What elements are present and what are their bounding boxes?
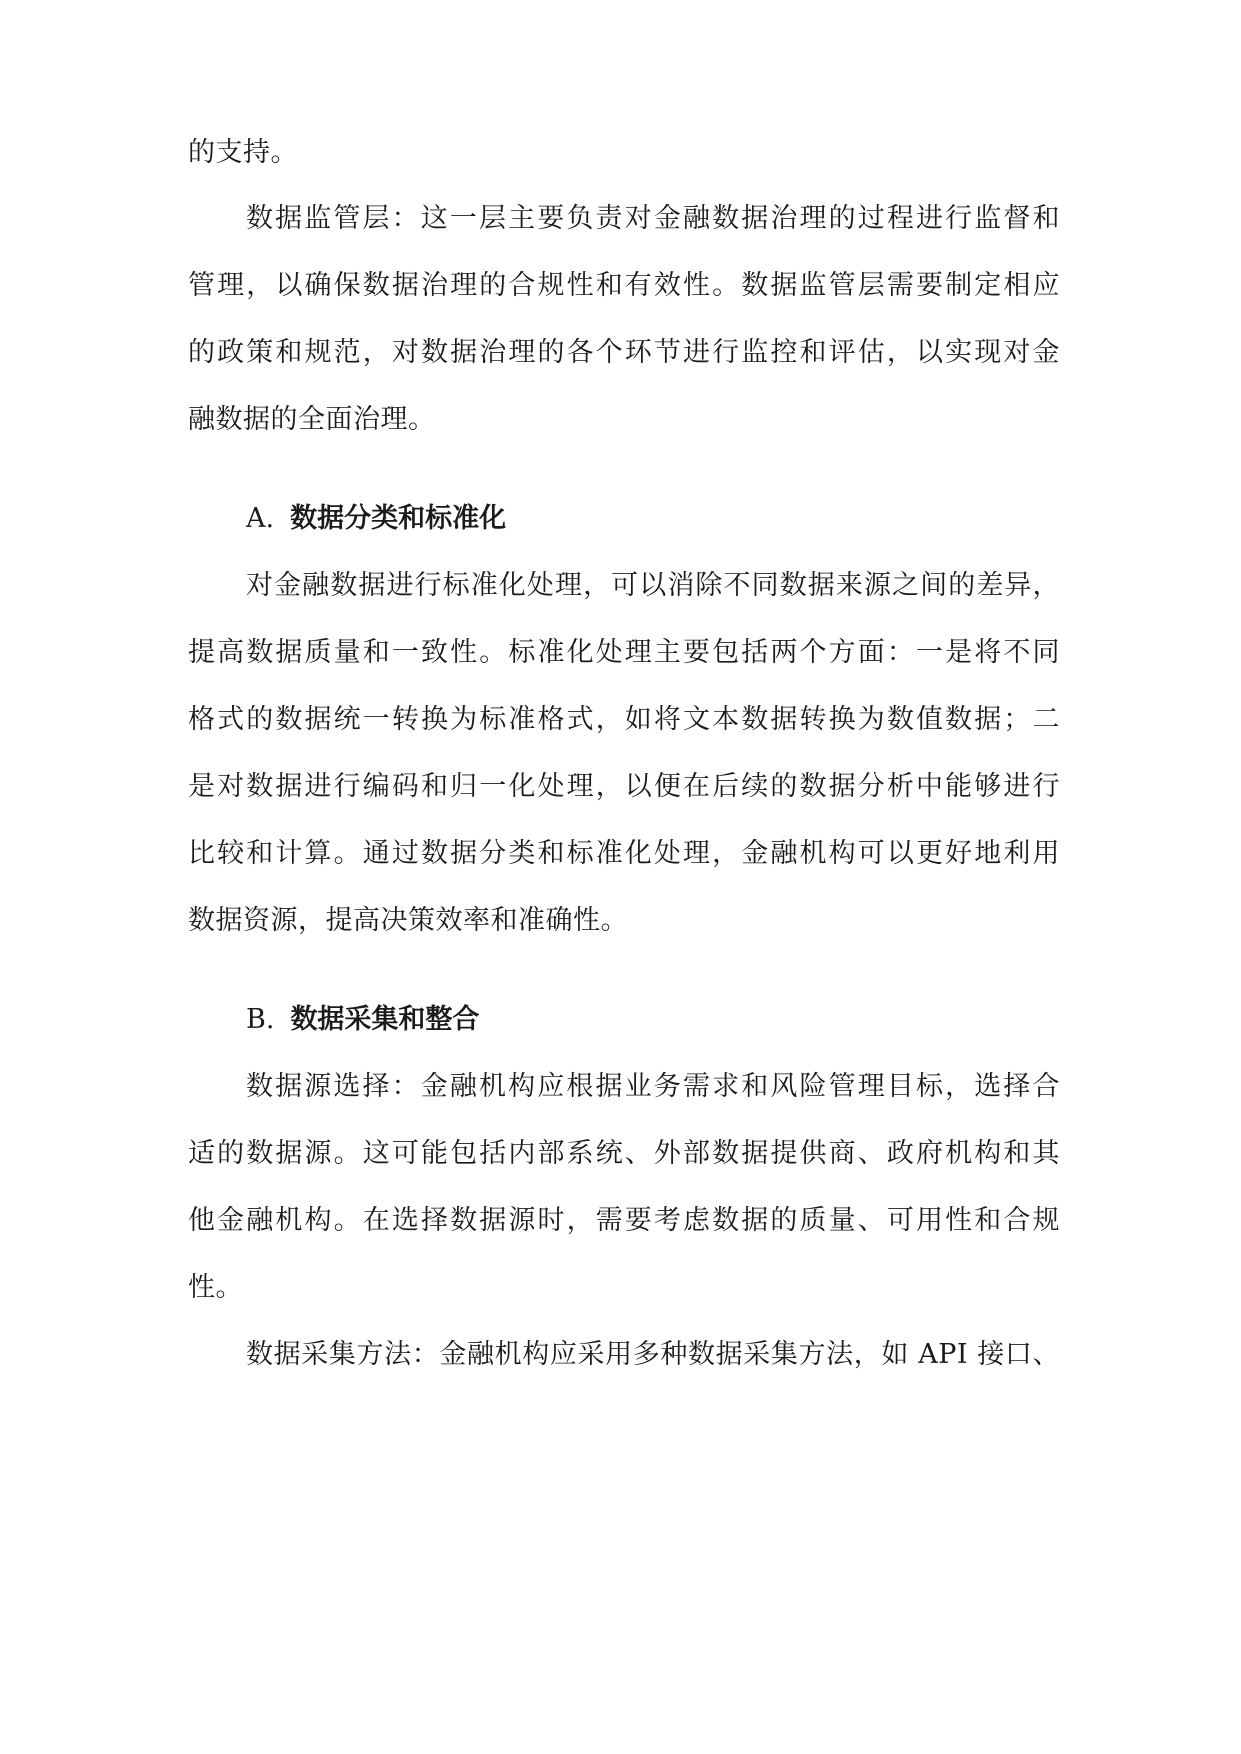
section-heading-a xyxy=(246,499,506,539)
paragraph-line: 融数据的全面治理。 xyxy=(188,404,436,435)
heading-marker: A. xyxy=(246,503,275,534)
paragraph-line: 数据采集方法：金融机构应采用多种数据采集方法，如 API 接口、 xyxy=(246,1339,1060,1370)
paragraph-line: 管理，以确保数据治理的合规性和有效性。数据监管层需要制定相应 xyxy=(188,270,1060,301)
paragraph-line: 数据资源，提高决策效率和准确性。 xyxy=(188,905,628,936)
paragraph-line: 他金融机构。在选择数据源时，需要考虑数据的质量、可用性和合规 xyxy=(188,1205,1060,1236)
paragraph-line: 对金融数据进行标准化处理，可以消除不同数据来源之间的差异， xyxy=(246,570,1060,601)
section-heading-b xyxy=(246,1000,479,1040)
paragraph-line: 适的数据源。这可能包括内部系统、外部数据提供商、政府机构和其 xyxy=(188,1138,1060,1169)
paragraph-line: 的政策和规范，对数据治理的各个环节进行监控和评估，以实现对金 xyxy=(188,337,1060,368)
paragraph-line: 是对数据进行编码和归一化处理，以便在后续的数据分析中能够进行 xyxy=(188,771,1060,802)
paragraph-line: 数据源选择：金融机构应根据业务需求和风险管理目标，选择合 xyxy=(246,1071,1060,1102)
paragraph-line: 提高数据质量和一致性。标准化处理主要包括两个方面：一是将不同 xyxy=(188,637,1060,668)
paragraph-line: 的支持。 xyxy=(188,137,298,168)
heading-marker: B. xyxy=(246,1004,275,1035)
heading-text: 数据采集和整合 xyxy=(290,1004,480,1035)
paragraph-line: 性。 xyxy=(188,1272,243,1303)
paragraph-line: 数据监管层：这一层主要负责对金融数据治理的过程进行监督和 xyxy=(246,203,1060,234)
paragraph-line: 比较和计算。通过数据分类和标准化处理，金融机构可以更好地利用 xyxy=(188,838,1060,869)
heading-text: 数据分类和标准化 xyxy=(290,503,507,534)
paragraph-line: 格式的数据统一转换为标准格式，如将文本数据转换为数值数据；二 xyxy=(188,704,1060,735)
